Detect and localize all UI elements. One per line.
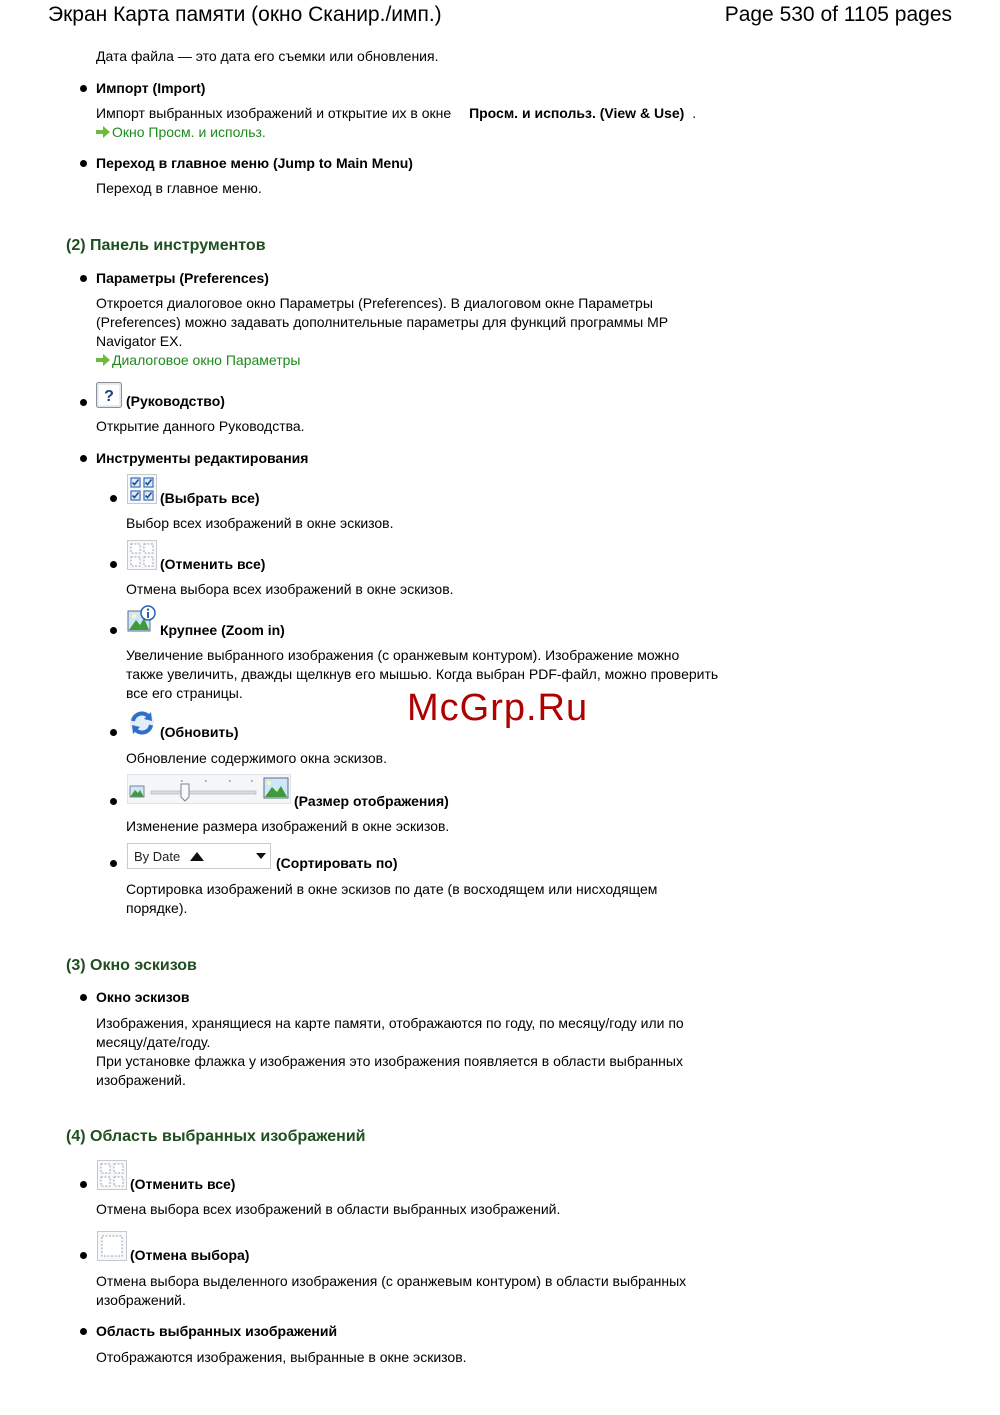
sort-by-desc-line2: порядке). bbox=[126, 900, 188, 916]
file-date-text: Дата файла — это дата его съемки или обновления. bbox=[96, 48, 439, 64]
small-image-icon bbox=[130, 786, 144, 797]
cancel-selection-desc-line2: изображений. bbox=[96, 1292, 186, 1308]
selected-area-title: Область выбранных изображений bbox=[96, 1323, 338, 1339]
section-heading-toolbar: (2) Панель инструментов bbox=[66, 237, 266, 254]
deselect-all-icon bbox=[97, 1160, 127, 1190]
bullet bbox=[80, 1181, 87, 1188]
refresh-title: (Обновить) bbox=[160, 724, 239, 740]
area-cancel-all-desc: Отмена выбора всех изображений в области выбранных изображений. bbox=[96, 1201, 561, 1217]
bullet bbox=[80, 994, 87, 1001]
guide-title: (Руководство) bbox=[126, 393, 225, 409]
bullet bbox=[80, 1252, 87, 1259]
help-icon bbox=[96, 382, 122, 408]
zoom-in-desc-line1: Увеличение выбранного изображения (с оранжевым контуром). Изображение можно bbox=[126, 647, 680, 663]
large-image-icon bbox=[264, 778, 288, 798]
svg-text:?: ? bbox=[104, 388, 114, 405]
cancel-selection-title: (Отмена выбора) bbox=[130, 1247, 250, 1263]
view-use-link[interactable] bbox=[96, 123, 266, 142]
select-all-icon bbox=[127, 474, 157, 504]
arrow-right-icon bbox=[96, 354, 110, 366]
zoom-in-icon bbox=[127, 605, 157, 635]
bullet bbox=[110, 729, 117, 736]
sort-by-dropdown[interactable] bbox=[127, 843, 271, 869]
deselect-icon bbox=[97, 1231, 127, 1261]
bullet bbox=[80, 399, 87, 406]
thumb-window-title: Окно эскизов bbox=[96, 989, 190, 1005]
bullet bbox=[80, 455, 87, 462]
import-desc-prefix: Импорт выбранных изображений и открытие их в окне bbox=[96, 105, 452, 121]
refresh-desc: Обновление содержимого окна эскизов. bbox=[126, 750, 387, 766]
import-desc-suffix: . bbox=[692, 105, 697, 121]
display-size-title: (Размер отображения) bbox=[294, 793, 449, 809]
jump-title: Переход в главное меню (Jump to Main Menu) bbox=[96, 155, 413, 171]
preferences-desc-line3: Navigator EX. bbox=[96, 333, 183, 349]
cancel-all-desc: Отмена выбора всех изображений в окне эскизов. bbox=[126, 581, 454, 597]
area-cancel-all-title: (Отменить все) bbox=[130, 1176, 236, 1192]
page-title: Экран Карта памяти (окно Сканир./имп.) bbox=[48, 3, 442, 26]
zoom-in-desc-line3: все его страницы. bbox=[126, 685, 243, 701]
section-heading-thumbnails: (3) Окно эскизов bbox=[66, 957, 197, 974]
bullet bbox=[80, 160, 87, 167]
watermark: McGrp.Ru bbox=[407, 687, 589, 729]
chevron-down-icon bbox=[256, 853, 266, 859]
guide-desc: Открытие данного Руководства. bbox=[96, 418, 305, 434]
sort-by-title: (Сортировать по) bbox=[276, 855, 398, 871]
thumb-window-desc-line2: месяцу/дате/году. bbox=[96, 1034, 211, 1050]
page-header bbox=[0, 0, 1000, 32]
page-indicator: Page 530 of 1105 pages bbox=[724, 3, 952, 26]
thumb-window-desc-line1: Изображения, хранящиеся на карте памяти, отображаются по году, по месяцу/году или по bbox=[96, 1015, 684, 1031]
preferences-title: Параметры (Preferences) bbox=[96, 270, 269, 286]
section-heading-selected-area: (4) Область выбранных изображений bbox=[66, 1128, 366, 1145]
display-size-slider[interactable] bbox=[127, 774, 291, 804]
bullet bbox=[110, 798, 117, 805]
preferences-dialog-link[interactable] bbox=[96, 351, 300, 370]
import-desc bbox=[96, 104, 696, 123]
jump-desc: Переход в главное меню. bbox=[96, 180, 262, 196]
preferences-desc-line1: Откроется диалоговое окно Параметры (Preferences). В диалоговом окне Параметры bbox=[96, 295, 653, 311]
sort-ascending-icon bbox=[190, 852, 204, 861]
preferences-dialog-link-text[interactable]: Диалоговое окно Параметры bbox=[112, 352, 301, 368]
refresh-icon bbox=[127, 708, 157, 738]
display-size-desc: Изменение размера изображений в окне эскизов. bbox=[126, 818, 450, 834]
deselect-all-icon bbox=[127, 540, 157, 570]
zoom-in-desc-line2: также увеличить, дважды щелкнув его мышью. Когда выбран PDF-файл, можно проверить bbox=[126, 666, 719, 682]
bullet bbox=[110, 561, 117, 568]
view-use-link-text[interactable]: Окно Просм. и использ. bbox=[112, 124, 266, 140]
select-all-desc: Выбор всех изображений в окне эскизов. bbox=[126, 515, 394, 531]
selected-area-desc: Отображаются изображения, выбранные в окне эскизов. bbox=[96, 1349, 467, 1365]
bullet bbox=[80, 1328, 87, 1335]
arrow-right-icon bbox=[96, 126, 110, 138]
import-title: Импорт (Import) bbox=[96, 80, 206, 96]
bullet bbox=[110, 860, 117, 867]
preferences-desc-line2: (Preferences) можно задавать дополнительные параметры для функций программы MP bbox=[96, 314, 669, 330]
zoom-in-title: Крупнее (Zoom in) bbox=[160, 622, 285, 638]
select-all-title: (Выбрать все) bbox=[160, 490, 260, 506]
edit-tools-title: Инструменты редактирования bbox=[96, 450, 309, 466]
bullet bbox=[80, 85, 87, 92]
import-desc-bold: Просм. и использ. (View & Use) bbox=[469, 105, 685, 121]
bullet bbox=[110, 495, 117, 502]
thumb-window-desc-line3: При установке флажка у изображения это изображения появляется в области выбранных bbox=[96, 1053, 683, 1069]
cancel-all-title: (Отменить все) bbox=[160, 556, 266, 572]
sort-by-desc-line1: Сортировка изображений в окне эскизов по дате (в восходящем или нисходящем bbox=[126, 881, 658, 897]
thumb-window-desc-line4: изображений. bbox=[96, 1072, 186, 1088]
cancel-selection-desc-line1: Отмена выбора выделенного изображения (с оранжевым контуром) в области выбранных bbox=[96, 1273, 687, 1289]
bullet bbox=[110, 627, 117, 634]
sort-by-value: By Date bbox=[134, 849, 181, 864]
bullet bbox=[80, 275, 87, 282]
